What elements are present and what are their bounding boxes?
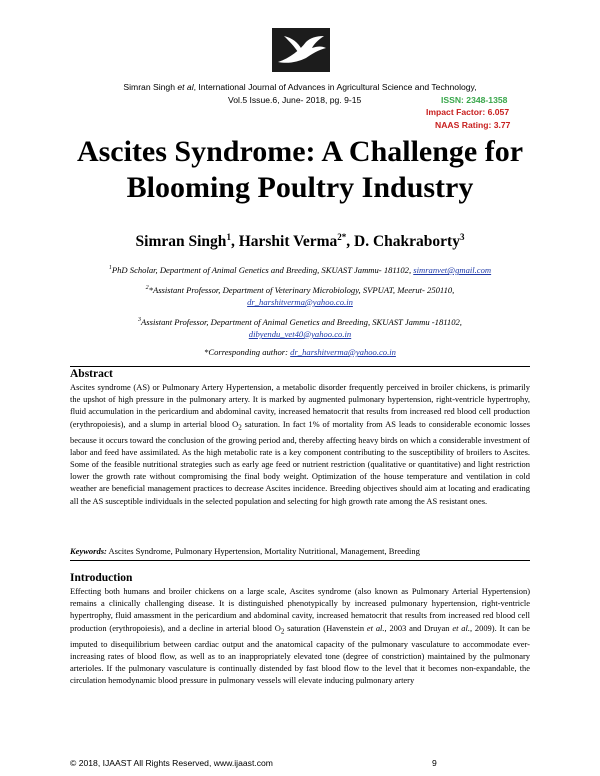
bird-logo-icon xyxy=(272,28,330,72)
affiliation-3: $^3$Assistant Professor, Department of Animal Genetics and Breeding, SKUAST Jammu -181102, dibyendu_vet40@yahoo.co.in xyxy=(138,316,462,339)
issn-label: ISSN: 2348-1358 xyxy=(441,95,508,105)
email-link[interactable]: dr_harshitverma@yahoo.co.in xyxy=(290,347,396,357)
affiliation-2: $^2$*Assistant Professor, Department of Veterinary Microbiology, SVPUAT, Meerut- 250110, dr_harshitverma@yahoo.co.in xyxy=(145,284,455,307)
author-list: Simran Singh$^1$, Harshit Verma$^{2*}$, D. Chakraborty$^3$ xyxy=(135,232,465,251)
email-link[interactable]: dr_harshitverma@yahoo.co.in xyxy=(247,296,353,307)
abstract-text: Ascites syndrome (AS) or Pulmonary Artery Hypertension, a metabolic disorder frequently perceived in broiler chickens, is primarily the upshot of high pressure in the pulmonary artery. It is marked by augmented pulmonary hypertension, right-ventricle hypertrophy, fluid accumulation in the pericardium and abdominal cavity, increased hematocrit that results from increased red blood cell production (erythropoiesis), and a slump in arterial blood $O_2$ saturation. In fact 1% of mortality from AS leads to considerable economic losses because it occurs toward the conclusion of the growing period and, thereby affecting heavy birds on which a considerable investment of labor and feed have assimilated. As the high metabolic rate is a key component contributing to the susceptibility of broilers to Ascites. Some of the feasible nutritional strategies such as early age feed or nutrient restriction (qualitative or quantitative) and light restriction lower the growth rate without compromising the final body weight. Optimization of the house temperature and ventilation in cold weather are beneficial management practices to decrease Ascites incidence. Breeding objectives should aim at locating and eradicating all the AS susceptible individuals in the selected population and selecting for high growth rate among the AS resistant ones. xyxy=(70,382,530,506)
affiliation-1: $^1$PhD Scholar, Department of Animal Genetics and Breeding, SKUAST Jammu- 181102, simranvet@gmail.com xyxy=(108,264,492,275)
page-number: 9 xyxy=(432,758,437,768)
naas-rating-label: NAAS Rating: 3.77 xyxy=(435,120,511,130)
author-name: D. Chakraborty xyxy=(354,233,460,251)
author-name: Harshit Verma xyxy=(238,233,338,251)
paper-title: Ascites Syndrome: A Challenge for Blooming Poultry Industry xyxy=(76,135,524,204)
email-link[interactable]: dibyendu_vet40@yahoo.co.in xyxy=(248,328,352,339)
divider xyxy=(70,560,530,561)
keywords-line: Keywords: Ascites Syndrome, Pulmonary Hypertension, Mortality Nutritional, Management, Breeding xyxy=(70,546,420,556)
introduction-heading: Introduction xyxy=(70,572,133,584)
footer-copyright: © 2018, IJAAST All Rights Reserved, www.ijaast.com xyxy=(70,758,273,768)
journal-volume-line: Vol.5 Issue.6, June- 2018, pg. 9-15 xyxy=(228,95,362,105)
email-link[interactable]: simranvet@gmail.com xyxy=(413,264,492,275)
journal-citation-line: Simran Singh et al, International Journal of Advances in Agricultural Science and Technology, xyxy=(123,82,477,92)
impact-factor-label: Impact Factor: 6.057 xyxy=(426,107,510,117)
divider xyxy=(70,366,530,367)
keywords-label: Keywords: xyxy=(70,546,107,556)
author-name: Simran Singh xyxy=(135,233,227,251)
introduction-text: Effecting both humans and broiler chickens on a large scale, Ascites syndrome (also known as Pulmonary Arterial Hypertension) remains a clinically challenging disease. It is distinguished phenotypically by increased pulmonary hypertension, right-ventricle hypertrophy, fluid amassment in the pericardium and abdominal cavity, increased hematocrit that results from increased red blood cell production (erythropoiesis), and a decline in arterial blood $O_2$ saturation (Havenstein et al., 2003 and Druyan et al., 2009). It can be imputed to disequilibrium between cardiac output and the anatomical capacity of the pulmonary vasculature to accommodate ever-increasing rates of blood flow, as well as to an inappropriately elevated tone (degree of constriction) maintained by the pulmonary arterioles. If the pulmonary vasculature is continually distended by fast blood flow to the level that it becomes non-expandable, the circulation hemodynamic blood pressure in pulmonary vessels will elevate inducing pulmonary artery xyxy=(70,586,531,686)
abstract-heading: Abstract xyxy=(70,368,113,380)
corresponding-author: *Corresponding author: dr_harshitverma@yahoo.co.in xyxy=(204,347,396,357)
